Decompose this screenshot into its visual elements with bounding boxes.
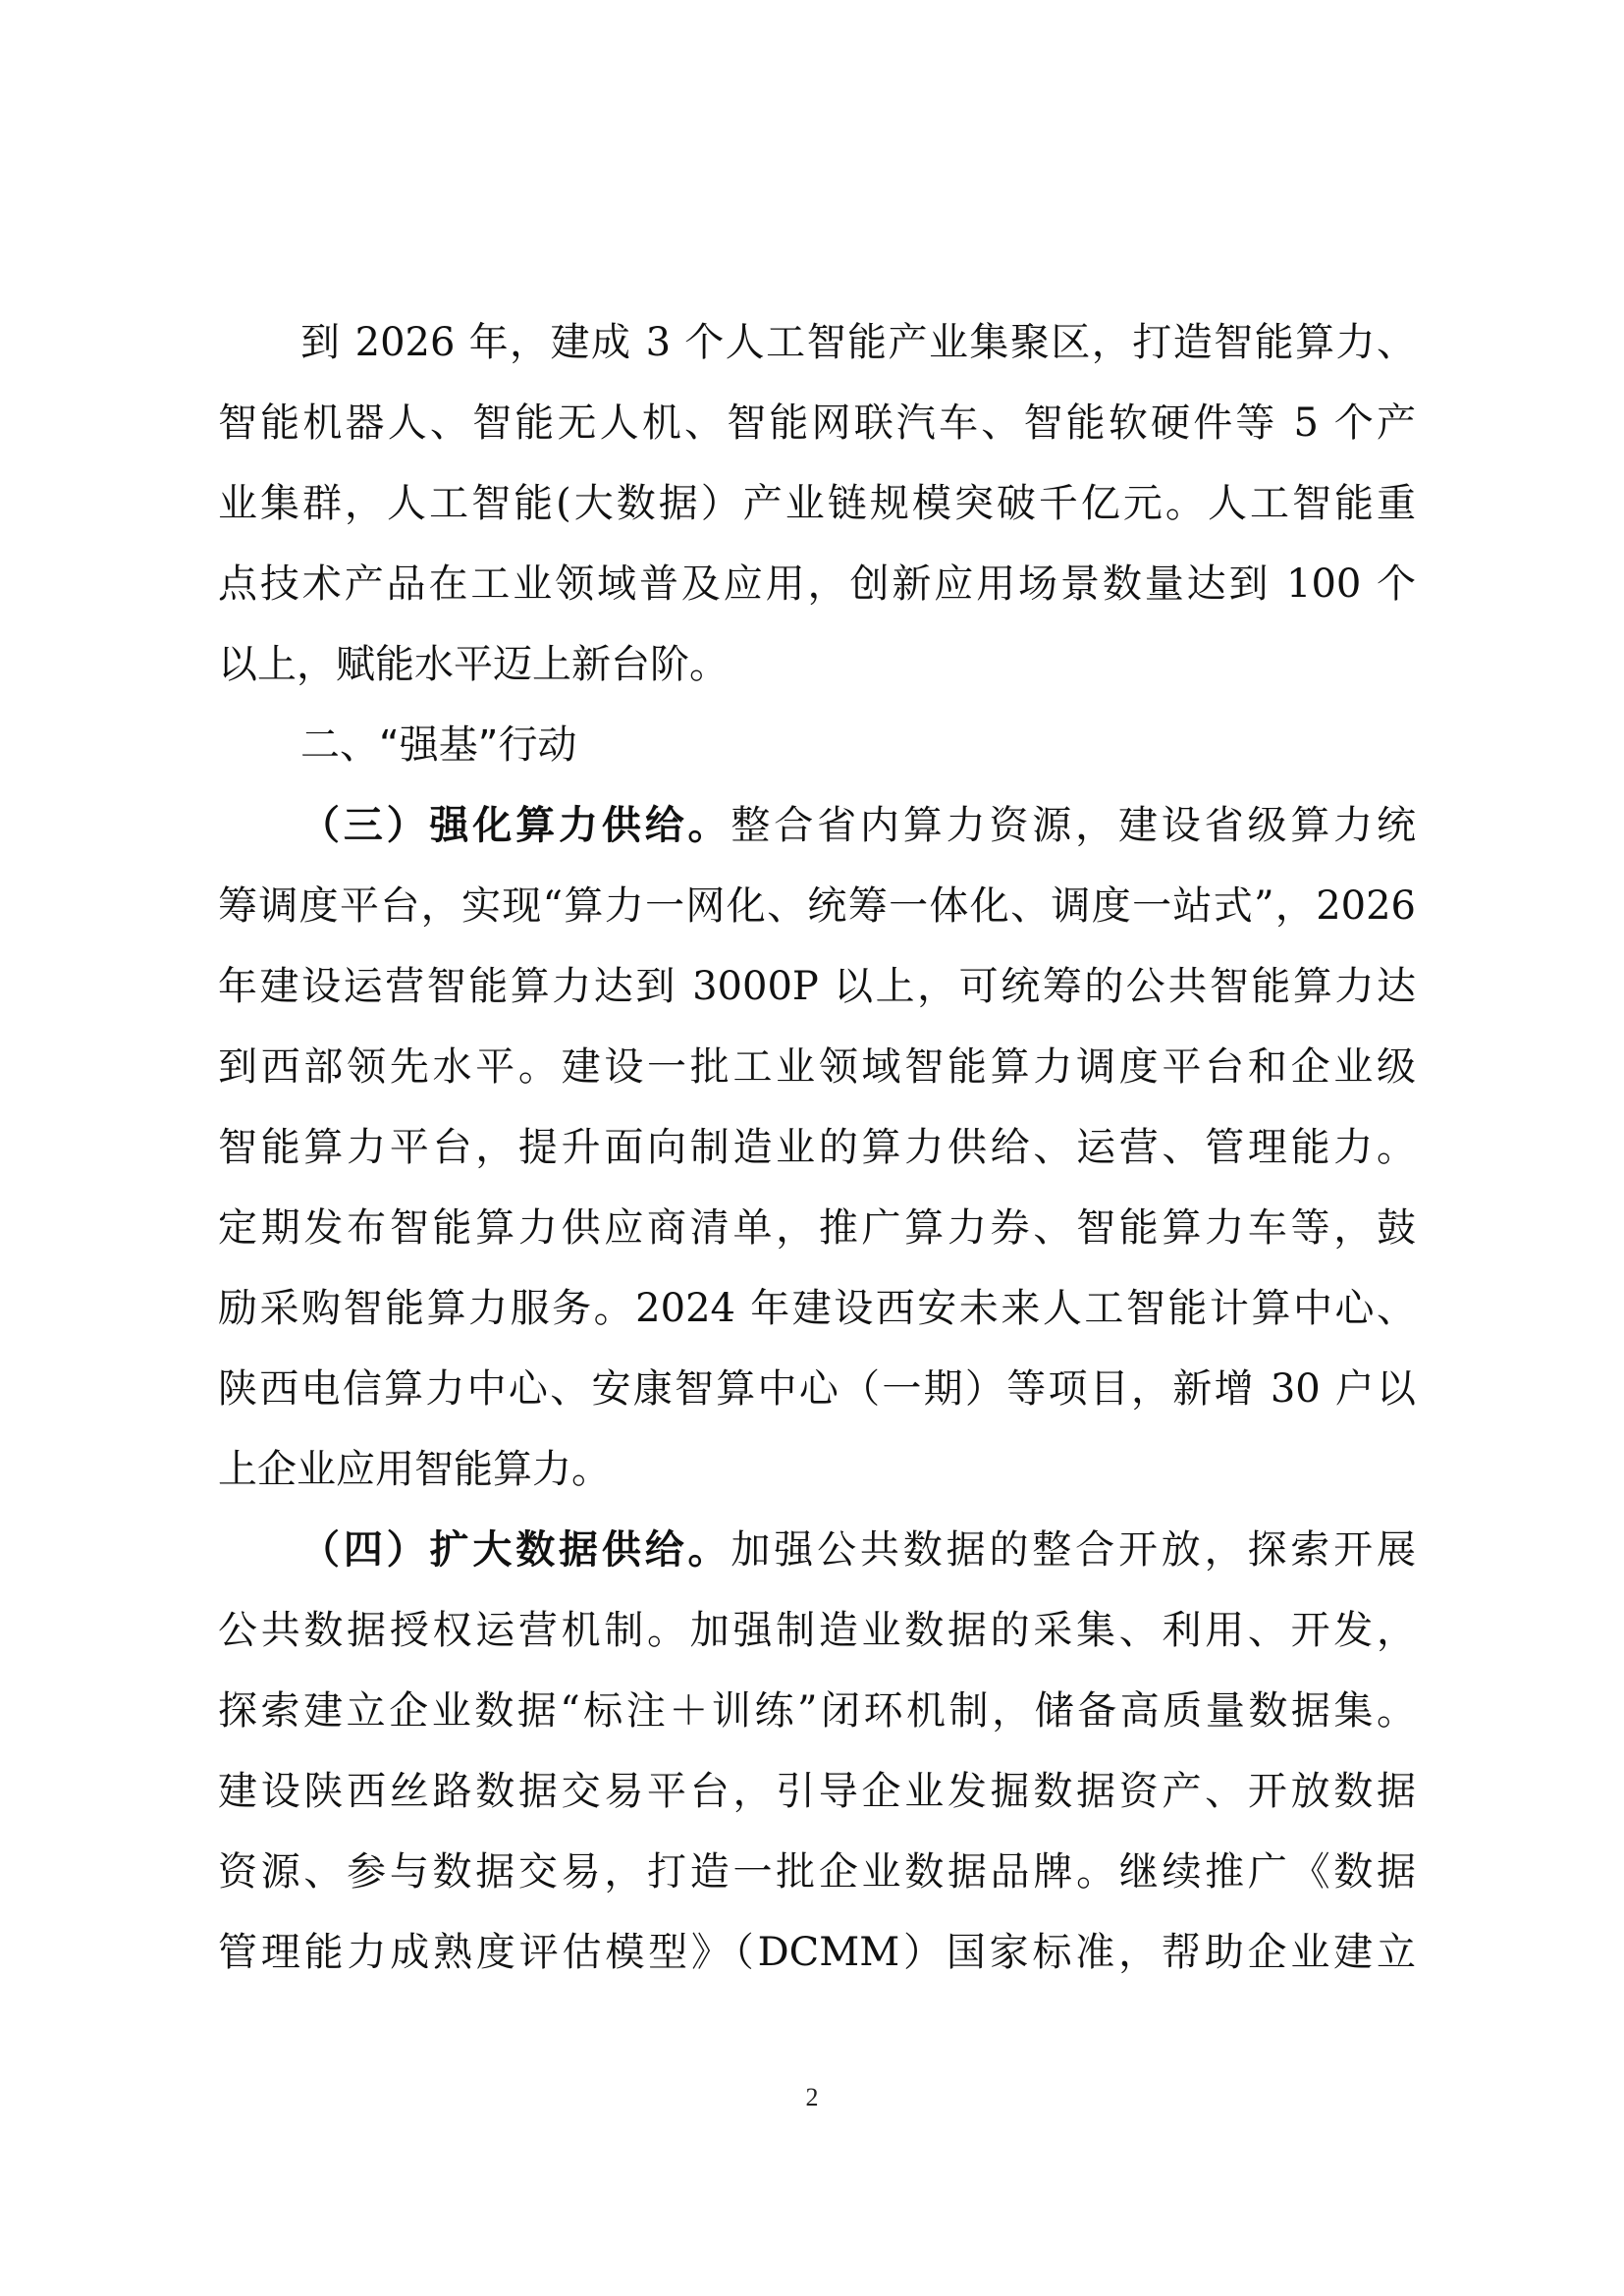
text-line: 陕西电信算力中心、安康智算中心（一期）等项目，新增 30 户以 xyxy=(218,1366,1416,1412)
document-body xyxy=(218,302,1416,1993)
paragraph-data-supply xyxy=(218,1510,1416,1993)
text-line: 公共数据授权运营机制。加强制造业数据的采集、利用、开发， xyxy=(218,1608,1416,1653)
text-line: 业集群，人工智能(大数据）产业链规模突破千亿元。人工智能重 xyxy=(218,481,1416,526)
paragraph-computing-power xyxy=(218,785,1416,1510)
text-line: 筹调度平台，实现“算力一网化、统筹一体化、调度一站式”，2026 xyxy=(218,883,1416,929)
text-line: 建设陕西丝路数据交易平台，引导企业发掘数据资产、开放数据 xyxy=(218,1769,1416,1814)
paragraph-goals xyxy=(218,302,1416,705)
text-line: 点技术产品在工业领域普及应用，创新应用场景数量达到 100 个 xyxy=(218,561,1416,607)
page-number: 2 xyxy=(805,2083,819,2111)
text-span: 整合省内算力资源，建设省级算力统 xyxy=(731,803,1417,848)
text-line: 智能算力平台，提升面向制造业的算力供给、运营、管理能力。 xyxy=(218,1125,1416,1170)
paragraph-lead: （四）扩大数据供给。 xyxy=(300,1526,731,1573)
section-heading: 二、“强基”行动 xyxy=(300,722,577,768)
text-line: 定期发布智能算力供应商清单，推广算力券、智能算力车等，鼓 xyxy=(218,1205,1416,1251)
text-line: 到西部领先水平。建设一批工业领域智能算力调度平台和企业级 xyxy=(218,1044,1416,1090)
text-line: 以上，赋能水平迈上新台阶。 xyxy=(218,642,729,687)
text-line: 励采购智能算力服务。2024 年建设西安未来人工智能计算中心、 xyxy=(218,1286,1416,1331)
text-line: 资源、参与数据交易，打造一批企业数据品牌。继续推广《数据 xyxy=(218,1849,1416,1895)
text-line: 智能机器人、智能无人机、智能网联汽车、智能软硬件等 5 个产 xyxy=(218,400,1416,446)
text-line xyxy=(218,785,1416,866)
text-span: 加强公共数据的整合开放，探索开展 xyxy=(731,1527,1417,1573)
text-line: 探索建立企业数据“标注＋训练”闭环机制，储备高质量数据集。 xyxy=(218,1688,1416,1734)
text-line: 年建设运营智能算力达到 3000P 以上，可统筹的公共智能算力达 xyxy=(218,964,1416,1009)
text-line xyxy=(218,1510,1416,1590)
text-line: 管理能力成熟度评估模型》（DCMM）国家标准，帮助企业建立 xyxy=(218,1930,1416,1975)
text-line: 上企业应用智能算力。 xyxy=(218,1447,611,1492)
paragraph-lead: （三）强化算力供给。 xyxy=(300,802,731,848)
text-line: 到 2026 年，建成 3 个人工智能产业集聚区，打造智能算力、 xyxy=(300,320,1416,365)
